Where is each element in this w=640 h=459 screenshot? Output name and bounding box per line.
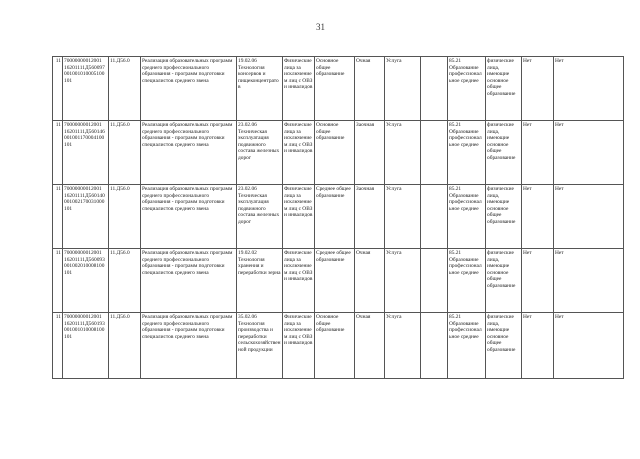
service-name-cell: Реализация образовательных программ среднего профессионального образования - программ подготовки специалистов среднего звена xyxy=(141,313,237,379)
classifier-cell: 11.Д56.0 xyxy=(109,185,141,249)
education-basis-cell: Среднее общее образование xyxy=(315,249,355,313)
study-form-cell: Заочная xyxy=(355,185,385,249)
service-type-cell: Услуга xyxy=(385,313,421,379)
study-form-cell: Очная xyxy=(355,313,385,379)
row-number-cell: 11 xyxy=(53,313,63,379)
education-basis-cell: Основное общее образование xyxy=(315,313,355,379)
specialty-cell: 23.02.06 Техническая эксплуатация подвижного состава железных дорог xyxy=(237,121,283,185)
table-row xyxy=(53,57,624,121)
service-name-cell: Реализация образовательных программ среднего профессионального образования - программ подготовки специалистов среднего звена xyxy=(141,185,237,249)
service-type-cell: Услуга xyxy=(385,185,421,249)
education-basis-cell: Основное общее образование xyxy=(315,121,355,185)
consumers-cell: Физические лица за исключением лиц с ОВЗ и инвалидов xyxy=(283,249,315,313)
classifier-cell: 11.Д56.0 xyxy=(109,57,141,121)
row-number-cell: 11 xyxy=(53,121,63,185)
flag-cell: Нет xyxy=(554,57,624,121)
row-number-cell: 11 xyxy=(53,249,63,313)
okved-cell: 85.21 Образование профессиональное среднее xyxy=(448,313,486,379)
recipient-category-cell: физические лица, имеющие основное общее образование xyxy=(486,121,522,185)
registry-code-cell: 70000000012001 16201111Д560097 001001010005100 101 xyxy=(63,57,109,121)
row-number-cell: 11 xyxy=(53,185,63,249)
flag-cell: Нет xyxy=(522,249,554,313)
service-type-cell: Услуга xyxy=(385,57,421,121)
okved-cell: 85.21 Образование профессиональное среднее xyxy=(448,249,486,313)
recipient-category-cell: физические лица, имеющие основное общее образование xyxy=(486,57,522,121)
empty-cell xyxy=(421,57,448,121)
specialty-cell: 19.02.02 Технология хранения и переработки зерна xyxy=(237,249,283,313)
recipient-category-cell: физические лица, имеющие основное общее образование xyxy=(486,313,522,379)
table-row xyxy=(53,249,624,313)
registry-code-cell: 70000000012001 16201111Д560193 001001010008100 101 xyxy=(63,313,109,379)
okved-cell: 85.21 Образование профессиональное среднее xyxy=(448,185,486,249)
flag-cell: Нет xyxy=(554,313,624,379)
empty-cell xyxy=(421,249,448,313)
empty-cell xyxy=(421,121,448,185)
registry-code-cell: 70000000012001 16201111Д560093 001002010008100 101 xyxy=(63,249,109,313)
service-name-cell: Реализация образовательных программ среднего профессионального образования - программ подготовки специалистов среднего звена xyxy=(141,121,237,185)
consumers-cell: Физические лица за исключением лиц с ОВЗ и инвалидов xyxy=(283,57,315,121)
specialty-cell: 19.02.06 Технология консервов и пищеконцентратов xyxy=(237,57,283,121)
consumers-cell: Физические лица за исключением лиц с ОВЗ и инвалидов xyxy=(283,185,315,249)
service-type-cell: Услуга xyxy=(385,249,421,313)
flag-cell: Нет xyxy=(554,121,624,185)
classifier-cell: 11.Д56.0 xyxy=(109,121,141,185)
empty-cell xyxy=(421,313,448,379)
flag-cell: Нет xyxy=(522,185,554,249)
flag-cell: Нет xyxy=(554,249,624,313)
table-row xyxy=(53,313,624,379)
flag-cell: Нет xyxy=(522,121,554,185)
specialty-cell: 35.02.06 Технология производства и переработки сельскохозяйственной продукции xyxy=(237,313,283,379)
study-form-cell: Заочная xyxy=(355,121,385,185)
flag-cell: Нет xyxy=(522,313,554,379)
consumers-cell: Физические лица за исключением лиц с ОВЗ и инвалидов xyxy=(283,121,315,185)
table-body xyxy=(53,57,624,379)
classifier-cell: 11.Д56.0 xyxy=(109,313,141,379)
consumers-cell: Физические лица за исключением лиц с ОВЗ и инвалидов xyxy=(283,313,315,379)
page-number: 31 xyxy=(316,22,325,32)
flag-cell: Нет xyxy=(554,185,624,249)
empty-cell xyxy=(421,185,448,249)
service-type-cell: Услуга xyxy=(385,121,421,185)
registry-code-cell: 70000000012001 16201111Д560146 001001170004100 101 xyxy=(63,121,109,185)
okved-cell: 85.21 Образование профессиональное среднее xyxy=(448,121,486,185)
row-number-cell: 11 xyxy=(53,57,63,121)
service-name-cell: Реализация образовательных программ среднего профессионального образования - программ подготовки специалистов среднего звена xyxy=(141,57,237,121)
recipient-category-cell: физические лица, имеющие основное общее образование xyxy=(486,185,522,249)
table-row xyxy=(53,121,624,185)
study-form-cell: Очная xyxy=(355,57,385,121)
table-row xyxy=(53,185,624,249)
education-basis-cell: Среднее общее образование xyxy=(315,185,355,249)
specialty-cell: 23.02.06 Техническая эксплуатация подвижного состава железных дорог xyxy=(237,185,283,249)
service-name-cell: Реализация образовательных программ среднего профессионального образования - программ подготовки специалистов среднего звена xyxy=(141,249,237,313)
recipient-category-cell: физические лица, имеющие основное общее образование xyxy=(486,249,522,313)
okved-cell: 85.21 Образование профессиональное среднее xyxy=(448,57,486,121)
study-form-cell: Очная xyxy=(355,249,385,313)
classifier-cell: 11.Д56.0 xyxy=(109,249,141,313)
services-register-table xyxy=(52,56,624,379)
flag-cell: Нет xyxy=(522,57,554,121)
registry-code-cell: 70000000012001 16201111Д560140 001002170031000 101 xyxy=(63,185,109,249)
education-basis-cell: Основное общее образование xyxy=(315,57,355,121)
